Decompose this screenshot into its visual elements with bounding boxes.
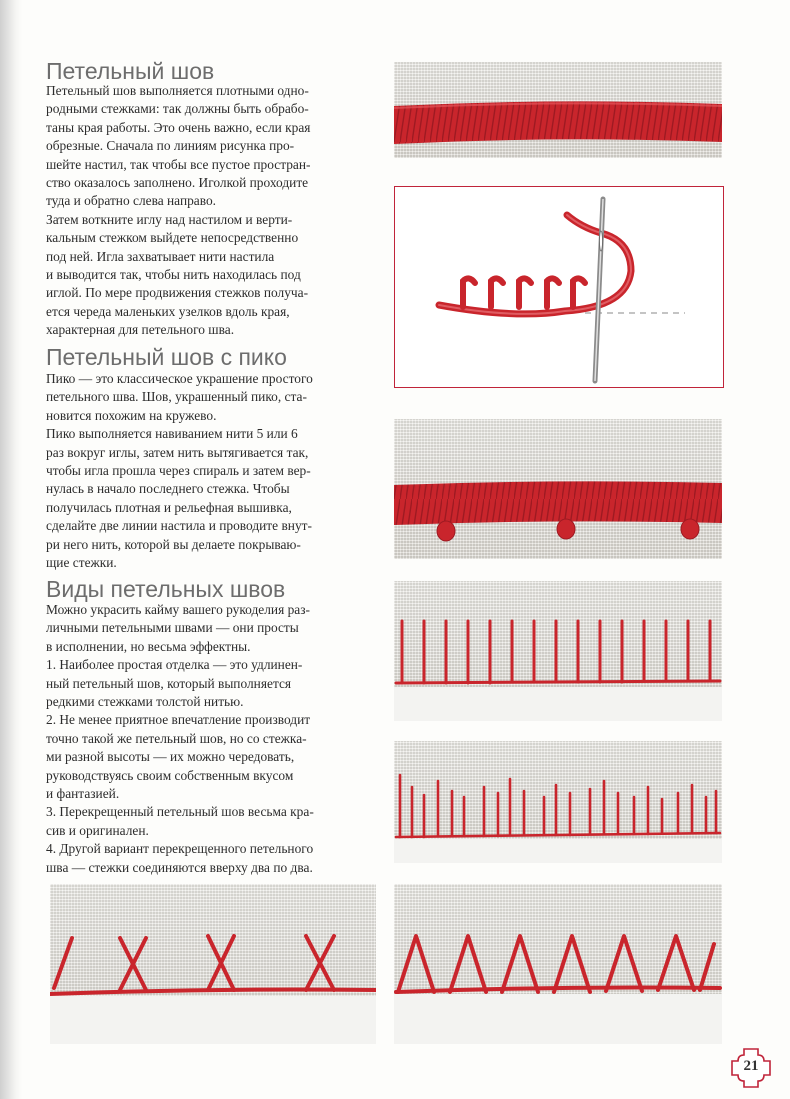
- text-line: родными стежками: так должны быть обрабо-: [46, 101, 309, 117]
- text-line: 4. Другой вариант перекрещенного петельного: [46, 841, 314, 857]
- page-number: 21: [743, 1058, 759, 1074]
- page-number-badge: [730, 1047, 772, 1089]
- text-line: нулась в начало последнего стежка. Чтобы: [46, 481, 290, 497]
- text-line: петельного шва. Шов, украшенный пико, ста-: [46, 389, 307, 405]
- text-line: Затем воткните иглу над настилом и верти-: [46, 211, 293, 227]
- photo-varied-height-stitches: [394, 741, 722, 863]
- text-line: ри него нить, которой вы делаете покрываю-: [46, 536, 301, 552]
- photo-paired-joined-stitches: [394, 884, 722, 1044]
- text-line: щие стежки.: [46, 555, 117, 571]
- text-line: Петельный шов выполняется плотными одно-: [46, 83, 309, 98]
- text-line: и выводится так, чтобы нить находилась под: [46, 267, 301, 283]
- text-line: под ней. Игла захватывает нити настила: [46, 248, 275, 264]
- text-line: ный петельный шов, который выполняется: [46, 675, 292, 691]
- text-line: сив и оригинален.: [46, 822, 149, 838]
- diagram-buttonhole-technique: [394, 186, 724, 388]
- page-gutter-shadow: [0, 0, 22, 1099]
- text-line: кальным стежком выйдете непосредственно: [46, 230, 299, 246]
- text-line: новится похожим на кружево.: [46, 407, 217, 423]
- text-line: ется череда маленьких узелков вдоль края,: [46, 303, 290, 319]
- section-text-picot-stitch: [46, 370, 378, 572]
- text-line: точно такой же петельный шов, но со стежка-: [46, 730, 307, 746]
- section-title-buttonhole-stitch: Петельный шов: [46, 58, 215, 84]
- photo-crossed-stitches: [50, 884, 376, 1044]
- text-line: в исполнении, но весьма эффектны.: [46, 638, 251, 654]
- text-line: раз вокруг иглы, затем нить вытягивается так,: [46, 444, 309, 460]
- photo-long-buttonhole-stitches: [394, 581, 722, 721]
- text-line: редкими стежками толстой нитью.: [46, 694, 244, 710]
- section-text-buttonhole-stitch: [46, 82, 378, 340]
- text-line: 2. Не менее приятное впечатление производит: [46, 712, 311, 728]
- text-line: шва — стежки соединяются вверху два по два.: [46, 859, 313, 875]
- text-line: чтобы игла прошла через спираль и затем вер-: [46, 463, 311, 479]
- text-line: характерная для петельного шва.: [46, 322, 235, 338]
- text-line: 3. Перекрещенный петельный шов весьма кра-: [46, 804, 314, 820]
- text-line: сделайте две линии настила и проводите внут-: [46, 518, 312, 534]
- text-line: Пико выполняется навиванием нити 5 или 6: [46, 426, 298, 442]
- text-line: иглой. По мере продвижения стежков получа-: [46, 285, 309, 301]
- section-title-stitch-types: Виды петельных швов: [46, 576, 286, 602]
- text-line: и фантазией.: [46, 786, 120, 802]
- text-line: личными петельными швами — они просты: [46, 620, 299, 636]
- text-line: ство оказалось заполнено. Иголкой проходите: [46, 175, 309, 191]
- photo-buttonhole-band: [394, 62, 722, 158]
- text-line: 1. Наиболее простая отделка — это удлинен-: [46, 657, 303, 673]
- text-line: шейте настил, так чтобы все пустое простран-: [46, 156, 311, 172]
- text-line: ми разной высоты — их можно чередовать,: [46, 749, 295, 765]
- section-text-stitch-types: [46, 601, 378, 877]
- section-title-picot-stitch: Петельный шов с пико: [46, 344, 287, 370]
- text-line: обрезные. Сначала по линиям рисунка про-: [46, 138, 295, 154]
- photo-picot-band: [394, 419, 722, 559]
- text-line: Можно украсить кайму вашего рукоделия раз-: [46, 602, 310, 617]
- text-line: Пико — это классическое украшение простого: [46, 371, 313, 386]
- text-line: руководствуясь своим собственным вкусом: [46, 767, 294, 783]
- text-line: получилась плотная и рельефная вышивка,: [46, 499, 292, 515]
- text-line: таны края работы. Это очень важно, если края: [46, 119, 311, 135]
- text-line: туда и обратно слева направо.: [46, 193, 217, 209]
